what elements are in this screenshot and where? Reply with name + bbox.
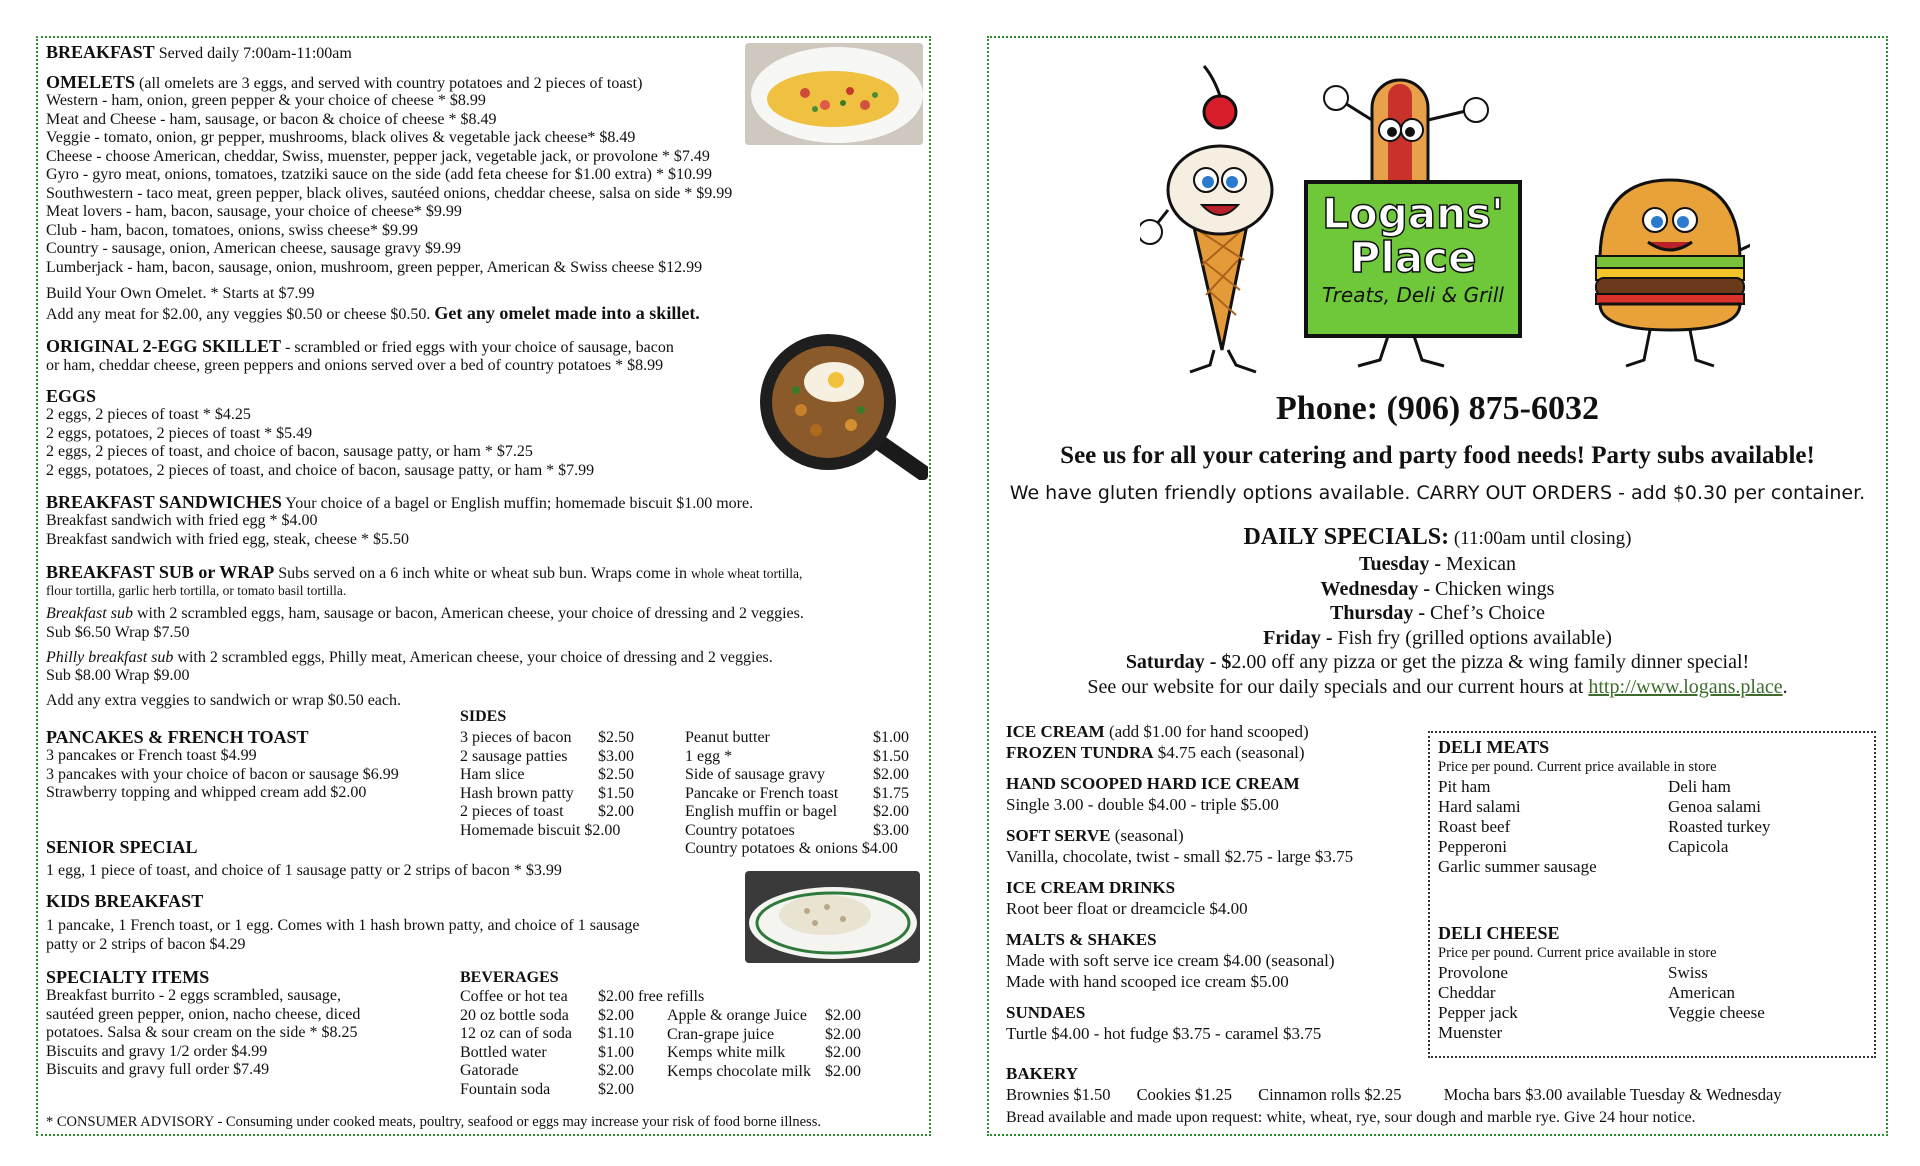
sides-col-1: [460, 729, 634, 840]
deli-cheese-title: DELI CHEESE: [1438, 923, 1560, 943]
specialty-line: potatoes. Salsa & sour cream on the side * $8.25: [46, 1024, 358, 1041]
daily-specials-hours: (11:00am until closing): [1449, 528, 1632, 549]
philly-sub-desc: with 2 scrambled eggs, Philly meat, American cheese, your choice of dressing and 2 veggies.: [173, 649, 773, 666]
side-name: 2 pieces of toast: [460, 803, 564, 820]
bakery-mocha: Mocha bars $3.00 available Tuesday & Wednesday: [1443, 1085, 1782, 1104]
side-price: $2.00: [873, 766, 909, 783]
deli-item: Muenster: [1438, 1023, 1503, 1042]
deli-item: Pit ham: [1438, 777, 1491, 796]
omelet-item: Cheese - choose American, cheddar, Swiss, muenster, pepper jack, vegetable jack, or provolone * $7.49: [46, 147, 710, 165]
consumer-advisory: * CONSUMER ADVISORY - Consuming under cooked meats, poultry, seafood or eggs may increase your risk of food borne illness.: [46, 1114, 821, 1130]
side-name: English muffin or bagel: [685, 803, 838, 820]
eggs-item: 2 eggs, 2 pieces of toast, and choice of bacon, sausage patty, or ham * $7.25: [46, 443, 533, 460]
deli-row: [1438, 817, 1770, 837]
deli-row: [1438, 797, 1770, 817]
beverage-row: [460, 988, 704, 1007]
beverage-price: $2.00: [598, 1080, 634, 1098]
side-row: [685, 785, 909, 804]
side-row: [685, 729, 909, 748]
omelets-title: OMELETS: [46, 72, 136, 92]
special-row: [987, 577, 1888, 602]
phone-number: Phone: (906) 875-6032: [1276, 390, 1599, 427]
eggs-item: 2 eggs, potatoes, 2 pieces of toast, and choice of bacon, sausage patty, or ham * $7.99: [46, 461, 595, 479]
side-name: 1 egg *: [685, 747, 733, 765]
ice-cream-section: [1006, 721, 1353, 1044]
breakfast-title: BREAKFAST: [46, 42, 155, 62]
side-row: [460, 748, 634, 767]
malts-shakes-line: Made with hand scooped ice cream $5.00: [1006, 972, 1289, 991]
omelet-item: Club - ham, bacon, tomatoes, onions, swiss cheese* $9.99: [46, 221, 418, 239]
side-row: [460, 785, 634, 804]
omelet-item: Western - ham, onion, green pepper & your choice of cheese * $8.99: [46, 92, 486, 109]
skillet-desc-2: or ham, cheddar cheese, green peppers and onions served over a bed of country potatoes * $8.99: [46, 357, 664, 374]
sides-title: SIDES: [460, 708, 507, 725]
bakery-items: [1006, 1085, 1782, 1105]
frozen-tundra-title: FROZEN TUNDRA: [1006, 743, 1154, 762]
sandwiches-list: [46, 512, 409, 549]
beverage-name: 20 oz bottle soda: [460, 1006, 569, 1024]
side-price: $3.00: [598, 747, 634, 765]
kids-desc-2: patty or 2 strips of bacon $4.29: [46, 936, 246, 953]
omelet-item: Country - sausage, onion, American cheese, sausage gravy $9.99: [46, 240, 461, 257]
omelet-item: Southwestern - taco meat, green pepper, black olives, sautéed onions, cheddar cheese, salsa on side * $9.99: [46, 184, 733, 202]
deli-row: [1438, 983, 1765, 1003]
deli-item: Swiss: [1668, 963, 1708, 982]
beverage-name: 12 oz can of soda: [460, 1025, 572, 1042]
beverage-price: $1.00: [598, 1043, 634, 1061]
senior-title: SENIOR SPECIAL: [46, 837, 198, 857]
deli-item: Cheddar: [1438, 983, 1496, 1002]
side-price: $2.50: [598, 729, 634, 746]
specialty-line: Biscuits and gravy 1/2 order $4.99: [46, 1042, 268, 1060]
beverage-price: $2.00: [598, 1062, 634, 1079]
deli-meats-title: DELI MEATS: [1438, 737, 1550, 757]
omelets-note: (all omelets are 3 eggs, and served with country potatoes and 2 pieces of toast): [135, 75, 643, 92]
daily-specials-list: [987, 552, 1888, 699]
special-item: Chef’s Choice: [1430, 602, 1545, 624]
pancakes-title: PANCAKES & FRENCH TOAST: [46, 727, 309, 747]
beverage-name: Kemps white milk: [667, 1044, 786, 1061]
deli-row: [1438, 837, 1770, 857]
side-price: $1.00: [873, 729, 909, 746]
logo-line-3: Treats, Deli & Grill: [1322, 283, 1504, 307]
sub-wrap-title: BREAKFAST SUB or WRAP: [46, 562, 275, 582]
omelet-list: [46, 92, 732, 277]
omelet-item: Meat and Cheese - ham, sausage, or bacon & choice of cheese * $8.49: [46, 110, 497, 128]
side-row: [460, 729, 634, 748]
special-item: Mexican: [1446, 553, 1517, 575]
special-day: Thursday -: [1329, 602, 1431, 624]
side-price: $2.00: [873, 803, 909, 820]
side-name: Peanut butter: [685, 729, 770, 746]
special-day: Friday -: [1263, 626, 1338, 649]
soft-serve-title: SOFT SERVE: [1006, 826, 1111, 845]
side-name: 3 pieces of bacon: [460, 729, 572, 746]
omelet-item: Gyro - gyro meat, onions, tomatoes, tzatziki sauce on the side (add feta cheese for $1.00 extra) * $10.99: [46, 166, 713, 183]
build-omelet: Build Your Own Omelet. * Starts at $7.99: [46, 285, 315, 302]
sandwiches-title: BREAKFAST SANDWICHES: [46, 492, 282, 512]
logo: [1304, 180, 1522, 338]
side-row: [685, 803, 909, 822]
deli-cheese-section: [1438, 923, 1765, 1043]
side-row: [460, 766, 634, 785]
beverage-name: Apple & orange Juice: [667, 1007, 807, 1024]
special-row: [987, 601, 1888, 626]
hand-scooped-desc: Single 3.00 - double $4.00 - triple $5.00: [1006, 795, 1279, 814]
side-name: Country potatoes: [685, 821, 795, 839]
deli-item: Capicola: [1668, 837, 1729, 856]
omelet-photo: [745, 43, 923, 145]
sundaes-desc: Turtle $4.00 - hot fudge $3.75 - caramel $3.75: [1006, 1024, 1322, 1043]
omelet-item: Veggie - tomato, onion, gr pepper, mushrooms, black olives & vegetable jack cheese* $8.49: [46, 129, 636, 146]
breakfast-sub-name: Breakfast sub: [46, 605, 133, 622]
biscuits-gravy-photo: [745, 871, 920, 963]
deli-item: Pepperoni: [1438, 837, 1507, 856]
special-item: Fish fry (grilled options available): [1337, 626, 1612, 649]
side-row: [685, 822, 909, 841]
deli-item: American: [1668, 983, 1736, 1002]
senior-desc: 1 egg, 1 piece of toast, and choice of 1 sausage patty or 2 strips of bacon * $3.99: [46, 862, 562, 879]
side-name: Country potatoes & onions $4.00: [685, 840, 898, 857]
ice-cream-drinks-desc: Root beer float or dreamcicle $4.00: [1006, 899, 1248, 918]
beverage-row: [460, 1081, 704, 1100]
beverage-price: $2.00: [825, 1007, 861, 1024]
beverage-name: Fountain soda: [460, 1080, 551, 1098]
deli-meats-section: [1438, 737, 1770, 877]
daily-specials-title: DAILY SPECIALS:: [1243, 524, 1450, 550]
frozen-tundra-note: $4.75 each (seasonal): [1153, 743, 1305, 762]
side-price: $1.50: [598, 784, 634, 802]
deli-item: Pepper jack: [1438, 1003, 1518, 1022]
deli-meats-note: Price per pound. Current price available in store: [1438, 759, 1717, 775]
beverage-name: Coffee or hot tea: [460, 988, 568, 1005]
deli-item: Roast beef: [1438, 817, 1511, 836]
burger-mascot-icon: [1596, 180, 1750, 366]
beverage-price: $2.00 free refills: [598, 988, 705, 1005]
soft-serve-note: (seasonal): [1110, 826, 1184, 845]
special-day: Saturday - $: [1125, 651, 1232, 673]
website-text: See our website for our daily specials and our current hours at: [1087, 675, 1589, 698]
beverage-name: Gatorade: [460, 1062, 519, 1079]
sides-col-2: [685, 729, 909, 859]
beverage-price: $1.10: [598, 1025, 634, 1042]
malts-shakes-title: MALTS & SHAKES: [1006, 930, 1157, 949]
logo-line-2: Place: [1349, 233, 1477, 282]
breakfast-sub-price: Sub $6.50 Wrap $7.50: [46, 624, 190, 641]
sundaes-title: SUNDAES: [1006, 1003, 1086, 1022]
deli-item: Roasted turkey: [1668, 817, 1771, 836]
deli-item: Veggie cheese: [1668, 1003, 1765, 1022]
deli-cheese-note: Price per pound. Current price available in store: [1438, 945, 1717, 961]
deli-item: Hard salami: [1438, 797, 1521, 816]
side-name: Pancake or French toast: [685, 784, 839, 802]
beverages-title: BEVERAGES: [460, 969, 559, 986]
bakery-bread: Bread available and made upon request: white, wheat, rye, sour dough and marble rye. Give 24 hour notice.: [1006, 1109, 1696, 1126]
deli-row: [1438, 777, 1770, 797]
beverage-row: [667, 1026, 861, 1045]
side-row: [685, 748, 909, 767]
deli-row: [1438, 1003, 1765, 1023]
pancakes-list: [46, 747, 399, 803]
sub-wrap-note: Subs served on a 6 inch white or wheat sub bun. Wraps come in: [274, 565, 691, 582]
gluten-note: We have gluten friendly options available. CARRY OUT ORDERS - add $0.30 per container.: [1009, 482, 1866, 504]
website-end: .: [1782, 675, 1788, 698]
skillet-desc-1: - scrambled or fried eggs with your choice of sausage, bacon: [281, 339, 674, 356]
beverage-price: $2.00: [825, 1025, 861, 1043]
specialty-list: [46, 987, 360, 1080]
side-name: Homemade biscuit $2.00: [460, 821, 621, 839]
beverage-row: [667, 1044, 861, 1063]
ice-cream-drinks-title: ICE CREAM DRINKS: [1006, 878, 1176, 897]
deli-row: [1438, 857, 1770, 877]
bakery-cinnamon: Cinnamon rolls $2.25: [1258, 1085, 1402, 1104]
omelet-item: Lumberjack - ham, bacon, sausage, onion, mushroom, green pepper, American & Swiss cheese $12.99: [46, 258, 703, 276]
side-price: $2.50: [598, 766, 634, 783]
side-price: $1.75: [873, 784, 909, 802]
specialty-line: Breakfast burrito - 2 eggs scrambled, sausage,: [46, 987, 342, 1004]
skillet-photo: [756, 330, 928, 480]
skillet-title: ORIGINAL 2-EGG SKILLET: [46, 336, 282, 356]
side-price: $2.00: [598, 803, 634, 820]
sandwich-item: Breakfast sandwich with fried egg, steak, cheese * $5.50: [46, 530, 409, 548]
sandwiches-note: Your choice of a bagel or English muffin; homemade biscuit $1.00 more.: [281, 495, 754, 512]
ice-cream-title: ICE CREAM: [1006, 722, 1105, 741]
special-row: [987, 650, 1888, 675]
catering-note: See us for all your catering and party food needs! Party subs available!: [1060, 442, 1815, 469]
breakfast-hours: Served daily 7:00am-11:00am: [154, 45, 352, 62]
sandwich-item: Breakfast sandwich with fried egg * $4.00: [46, 512, 318, 529]
deli-row: [1438, 963, 1765, 983]
special-day: Tuesday -: [1358, 553, 1447, 575]
deli-row: [1438, 1023, 1765, 1043]
side-name: Ham slice: [460, 766, 525, 783]
specialty-line: sautéed green pepper, onion, nacho cheese, diced: [46, 1005, 361, 1023]
side-row: [685, 840, 909, 859]
side-row: [685, 766, 909, 785]
sub-wrap-note-2: flour tortilla, garlic herb tortilla, or tomato basil tortilla.: [46, 583, 347, 598]
bakery-brownies: Brownies $1.50: [1006, 1085, 1111, 1104]
hand-scooped-title: HAND SCOOPED HARD ICE CREAM: [1006, 774, 1300, 793]
pancake-item: 3 pancakes with your choice of bacon or sausage $6.99: [46, 765, 399, 783]
beverage-row: [667, 1007, 861, 1026]
ice-cream-mascot-icon: [1140, 66, 1272, 372]
ice-cream-note: (add $1.00 for hand scooped): [1104, 722, 1309, 741]
kids-title: KIDS BREAKFAST: [46, 891, 204, 911]
beverages-col-2: [667, 1007, 861, 1081]
specialty-title: SPECIALTY ITEMS: [46, 967, 210, 987]
malts-shakes-line: Made with soft serve ice cream $4.00 (seasonal): [1006, 951, 1335, 970]
pancake-item: 3 pancakes or French toast $4.99: [46, 747, 257, 764]
deli-item: Deli ham: [1668, 777, 1731, 796]
eggs-list: [46, 406, 594, 480]
omelet-item: Meat lovers - ham, bacon, sausage, your choice of cheese* $9.99: [46, 203, 462, 220]
philly-sub-price: Sub $8.00 Wrap $9.00: [46, 667, 190, 684]
specialty-line: Biscuits and gravy full order $7.49: [46, 1061, 270, 1078]
beverage-price: $2.00: [825, 1044, 861, 1061]
omelet-addons: Add any meat for $2.00, any veggies $0.50 or cheese $0.50.: [46, 306, 435, 323]
side-price: $3.00: [873, 821, 909, 839]
beverage-row: [667, 1063, 861, 1082]
bakery-cookies: Cookies $1.25: [1136, 1085, 1232, 1104]
side-row: [460, 822, 634, 841]
special-row: [987, 552, 1888, 577]
deli-item: Genoa salami: [1668, 797, 1761, 816]
beverage-name: Kemps chocolate milk: [667, 1062, 811, 1080]
special-day: Wednesday -: [1320, 577, 1436, 600]
eggs-item: 2 eggs, 2 pieces of toast * $4.25: [46, 406, 251, 423]
eggs-item: 2 eggs, potatoes, 2 pieces of toast * $5.49: [46, 424, 313, 442]
website-row: [987, 675, 1888, 700]
breakfast-sub-desc: with 2 scrambled eggs, ham, sausage or bacon, American cheese, your choice of dressing and 2 veggies.: [132, 605, 804, 622]
side-price: $1.50: [873, 747, 909, 765]
side-name: Side of sausage gravy: [685, 766, 825, 783]
website-link[interactable]: http://www.logans.place: [1588, 675, 1783, 698]
kids-desc-1: 1 pancake, 1 French toast, or 1 egg. Comes with 1 hash brown patty, and choice of 1 sausage: [46, 917, 640, 934]
special-item: Chicken wings: [1435, 577, 1555, 600]
eggs-title: EGGS: [46, 386, 97, 406]
pancake-item: Strawberry topping and whipped cream add $2.00: [46, 784, 367, 801]
soft-serve-desc: Vanilla, chocolate, twist - small $2.75 - large $3.75: [1006, 847, 1354, 866]
extra-veggies: Add any extra veggies to sandwich or wrap $0.50 each.: [46, 692, 401, 709]
side-name: 2 sausage patties: [460, 747, 568, 765]
beverage-name: Cran-grape juice: [667, 1025, 775, 1043]
beverage-name: Bottled water: [460, 1043, 547, 1061]
deli-item: Garlic summer sausage: [1438, 857, 1597, 876]
beverage-price: $2.00: [598, 1006, 634, 1024]
bakery-title: BAKERY: [1006, 1064, 1079, 1083]
skillet-promo: Get any omelet made into a skillet.: [434, 303, 700, 323]
special-row: [987, 626, 1888, 651]
beverage-price: $2.00: [825, 1062, 861, 1080]
special-item: 2.00 off any pizza or get the pizza & wing family dinner special!: [1231, 651, 1750, 673]
logo-line-1: Logans': [1322, 189, 1504, 238]
deli-item: Provolone: [1438, 963, 1508, 982]
side-row: [460, 803, 634, 822]
sub-wrap-note-small: whole wheat tortilla,: [690, 566, 803, 581]
side-name: Hash brown patty: [460, 784, 574, 802]
philly-sub-name: Philly breakfast sub: [46, 649, 174, 666]
